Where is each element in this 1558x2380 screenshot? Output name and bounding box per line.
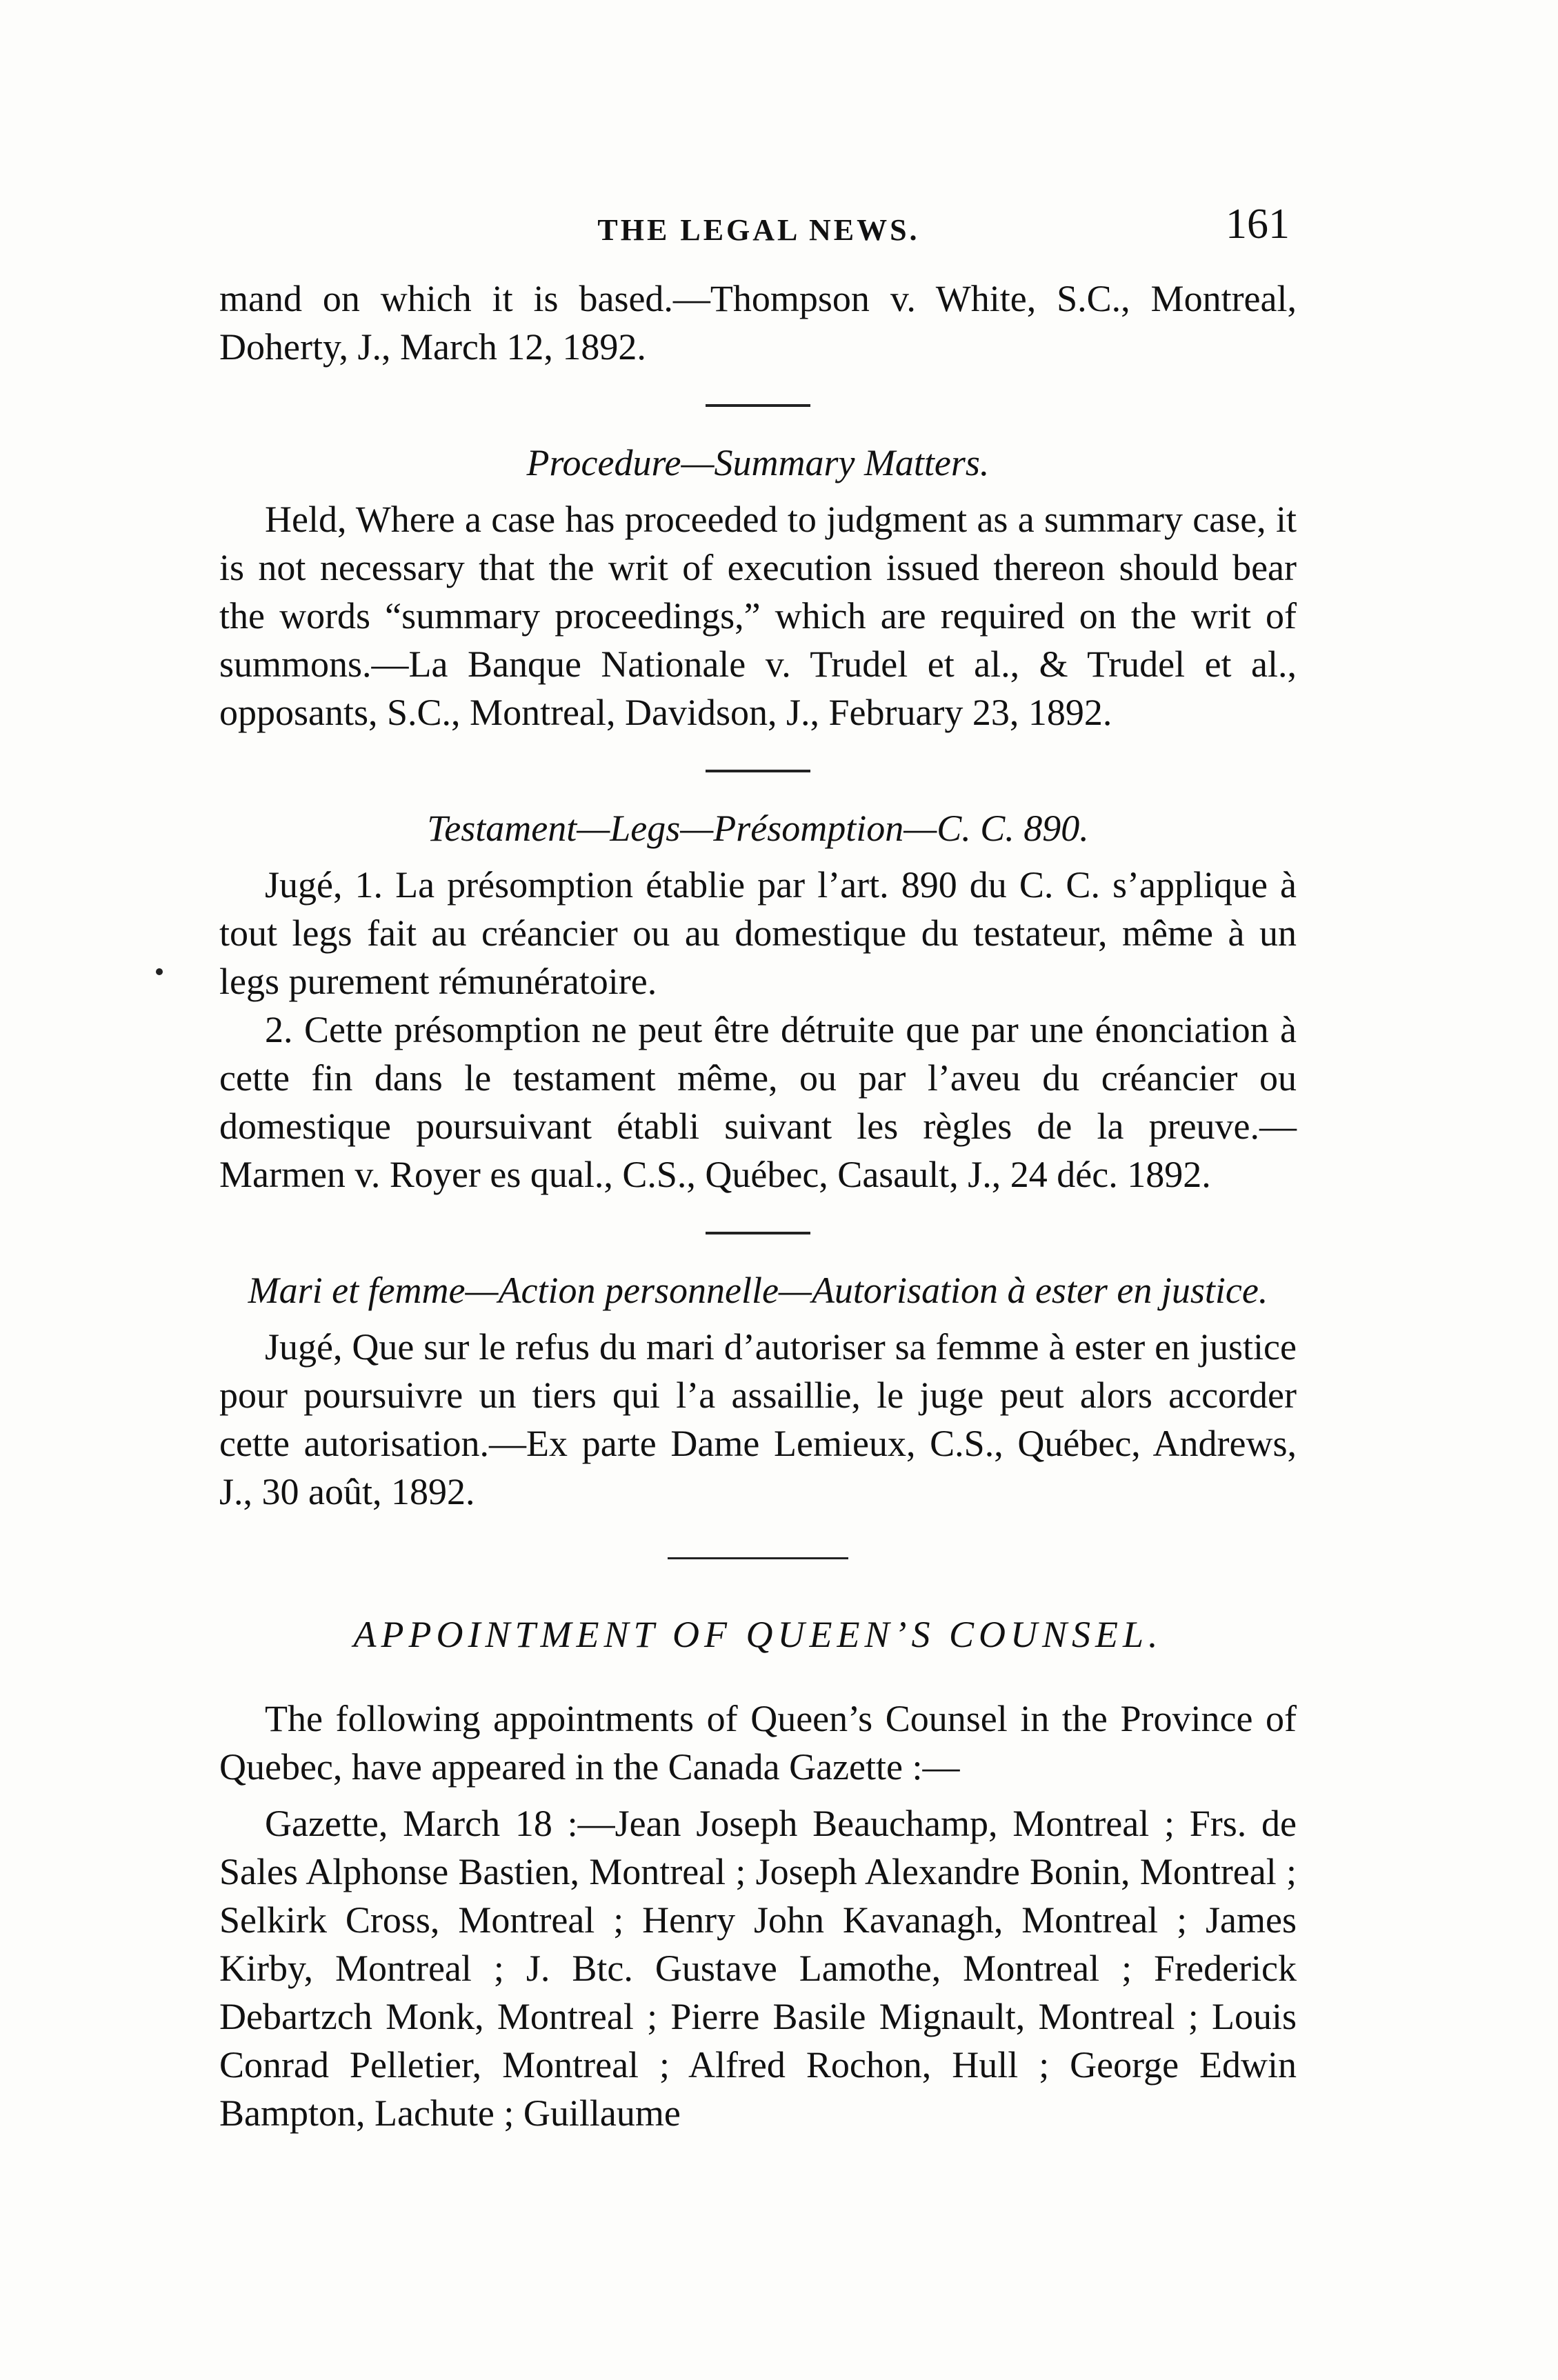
section-divider	[706, 404, 810, 407]
paragraph: The following appointments of Queen’s Counsel in the Province of Quebec, have appeared in the Canada Gazette :—	[219, 1698, 1297, 1788]
paragraph: Jugé, Que sur le refus du mari d’autoriser sa femme à ester en justice pour poursuivre un tiers qui l’a assaillie, le juge peut alors accorder cette autorisation.—Ex parte Dame Lemieux, C.S., Québec, Andrews, J., 30 août, 1892.	[219, 1326, 1297, 1512]
page-content	[219, 274, 1297, 2143]
case-mari-et-femme	[219, 1266, 1297, 1516]
running-title: THE LEGAL NEWS.	[597, 213, 920, 247]
paragraph: mand on which it is based.—Thompson v. White, S.C., Montreal, Doherty, J., March 12, 1892.	[219, 278, 1297, 368]
article-divider	[668, 1557, 848, 1559]
section-heading: Procedure—Summary Matters.	[526, 442, 990, 483]
case-testament	[219, 804, 1297, 1199]
section-divider	[706, 770, 810, 772]
paragraph: Held, Where a case has proceeded to judgment as a summary case, it is not necessary that the writ of execution issued thereon should bear the words “summary proceedings,” which are required on the writ of summons.—La Banque Nationale v. Trudel et al., & Trudel et al., opposants, S.C., Montreal, Davidson, J., February 23, 1892.	[219, 499, 1297, 733]
paragraph: Jugé, 1. La présomption établie par l’art. 890 du C. C. s’applique à tout legs fait au créancier ou au domestique du testateur, même à un legs purement rémunératoire.	[219, 864, 1297, 1002]
case-procedure	[219, 439, 1297, 737]
article-title: APPOINTMENT OF QUEEN’S COUNSEL.	[353, 1614, 1163, 1655]
section-divider	[706, 1232, 810, 1234]
page-number: 161	[1226, 201, 1290, 248]
section-heading: Mari et femme—Action personnelle—Autorisation à ester en justice.	[248, 1270, 1268, 1311]
paragraph: 2. Cette présomption ne peut être détruite que par une énonciation à cette fin dans le testament même, ou par l’aveu du créancier ou domestique poursuivant établi suivant les règles de la preuve.—Marmen v. Royer es qual., C.S., Québec, Casault, J., 24 déc. 1892.	[219, 1009, 1297, 1195]
case-thompson	[219, 274, 1297, 371]
paragraph-gap	[219, 1791, 1297, 1799]
paragraph: Gazette, March 18 :—Jean Joseph Beauchamp, Montreal ; Frs. de Sales Alphonse Bastien, Montreal ; Joseph Alexandre Bonin, Montreal ; Selkirk Cross, Montreal ; Henry John Kavanagh, Montreal ; James Kirby, Montreal ; J. Btc. Gustave Lamothe, Montreal ; Frederick Debartzch Monk, Montreal ; Pierre Basile Mignault, Montreal ; Louis Conrad Pelletier, Montreal ; Alfred Rochon, Hull ; George Edwin Bampton, Lachute ; Guillaume	[219, 1803, 1297, 2134]
margin-mark	[156, 968, 163, 975]
section-heading: Testament—Legs—Présomption—C. C. 890.	[427, 808, 1089, 849]
appointment-article	[219, 1610, 1297, 2137]
page-header	[228, 200, 1290, 262]
